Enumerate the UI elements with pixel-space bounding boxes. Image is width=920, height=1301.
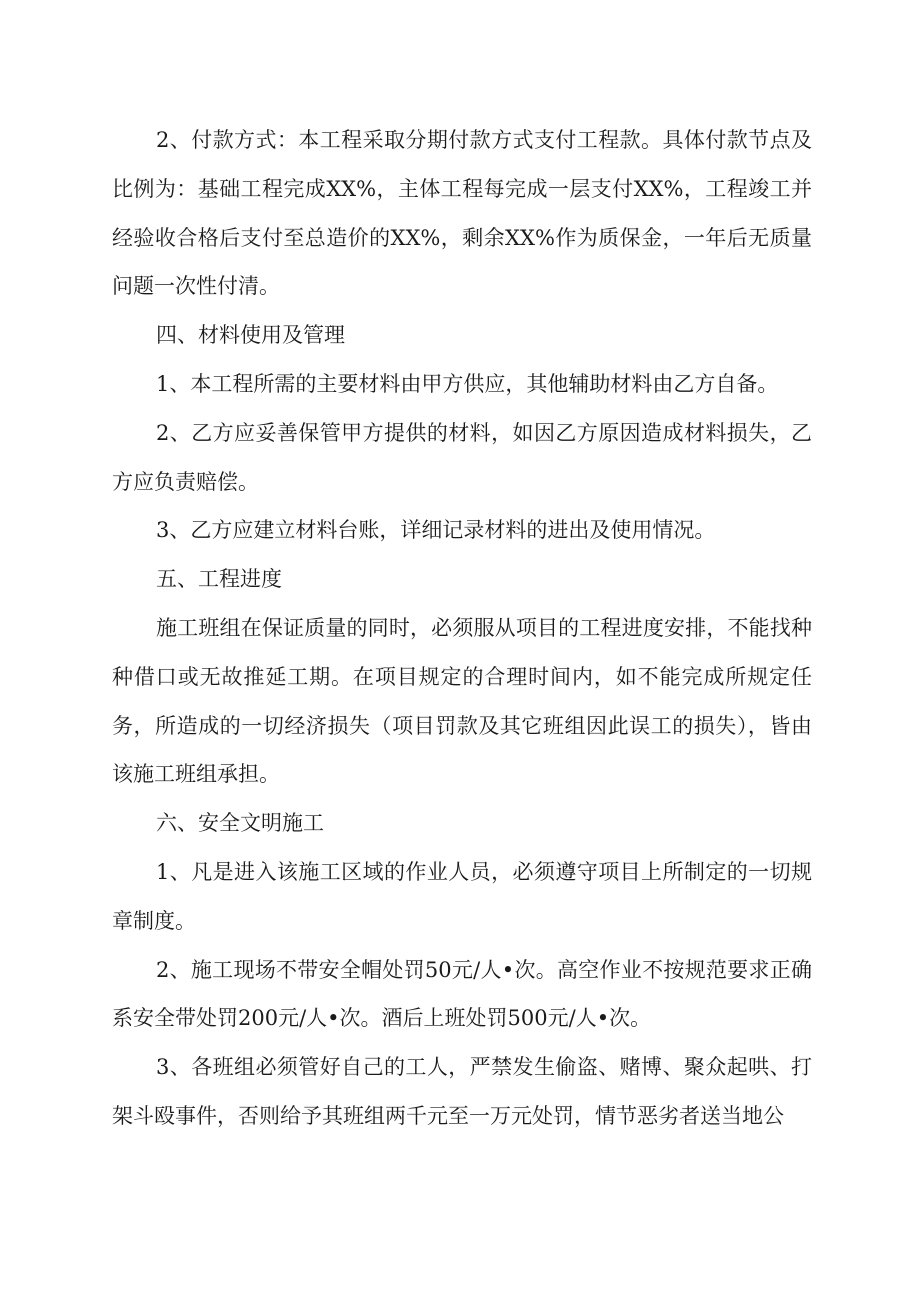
paragraph-safety-rules: 1、凡是进入该施工区域的作业人员，必须遵守项目上所制定的一切规章制度。 bbox=[112, 859, 812, 933]
section-heading-safety: 六、安全文明施工 bbox=[156, 811, 324, 836]
paragraph-materials-custody: 2、乙方应妥善保管甲方提供的材料，如因乙方原因造成材料损失，乙方应负责赔偿。 bbox=[112, 420, 812, 494]
paragraph-materials-supply: 1、本工程所需的主要材料由甲方供应，其他辅助材料由乙方自备。 bbox=[156, 371, 779, 396]
section-heading-materials: 四、材料使用及管理 bbox=[156, 323, 345, 348]
paragraph-payment-method: 2、付款方式：本工程采取分期付款方式支付工程款。具体付款节点及比例为：基础工程完成XX%，主体工程每完成一层支付XX%，工程竣工并经验收合格后支付至总造价的XX%，剩余XX%作为质保金，一年后无质量问题一次性付清。 bbox=[112, 128, 812, 299]
paragraph-materials-ledger: 3、乙方应建立材料台账，详细记录材料的进出及使用情况。 bbox=[156, 518, 716, 543]
section-heading-progress: 五、工程进度 bbox=[156, 567, 282, 592]
document-body bbox=[112, 116, 812, 1141]
paragraph-safety-penalties: 2、施工现场不带安全帽处罚50元/人•次。高空作业不按规范要求正确系安全带处罚200元/人•次。酒后上班处罚500元/人•次。 bbox=[112, 957, 812, 1031]
paragraph-progress: 施工班组在保证质量的同时，必须服从项目的工程进度安排，不能找种种借口或无故推延工期。在项目规定的合理时间内，如不能完成所规定任务，所造成的一切经济损失（项目罚款及其它班组因此误工的损失），皆由该施工班组承担。 bbox=[112, 615, 812, 787]
paragraph-safety-conduct: 3、各班组必须管好自己的工人，严禁发生偷盗、赌博、聚众起哄、打架斗殴事件，否则给予其班组两千元至一万元处罚，情节恶劣者送当地公 bbox=[112, 1055, 812, 1128]
